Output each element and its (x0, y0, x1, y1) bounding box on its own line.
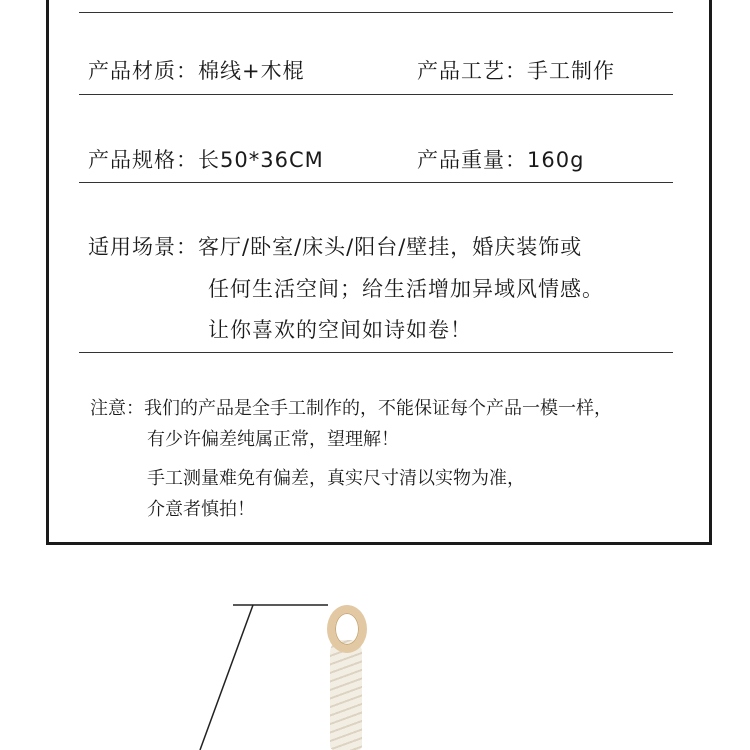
scene-line-3: 让你喜欢的空间如诗如卷！ (208, 318, 472, 342)
notice-line-3: 手工测量难免有偏差，真实尺寸清以实物为准， (147, 468, 525, 489)
wooden-ring-photo (327, 605, 367, 653)
notice-line-2: 有少许偏差纯属正常，望理解！ (147, 429, 399, 450)
weight-spec: 产品重量：160g (417, 148, 585, 172)
scene-line-1: 适用场景：客厅/卧室/床头/阳台/壁挂，婚庆装饰或 (88, 235, 583, 259)
craft-spec: 产品工艺：手工制作 (417, 59, 615, 83)
notice-line-4: 介意者慎拍！ (147, 499, 255, 520)
size-spec: 产品规格：长50*36CM (88, 148, 324, 172)
notice-line-1: 注意：我们的产品是全手工制作的，不能保证每个产品一模一样， (90, 398, 612, 419)
rope-photo (330, 640, 362, 750)
scene-line-2: 任何生活空间；给生活增加异域风情感。 (208, 277, 604, 301)
material-spec: 产品材质：棉线+木棍 (88, 59, 305, 83)
